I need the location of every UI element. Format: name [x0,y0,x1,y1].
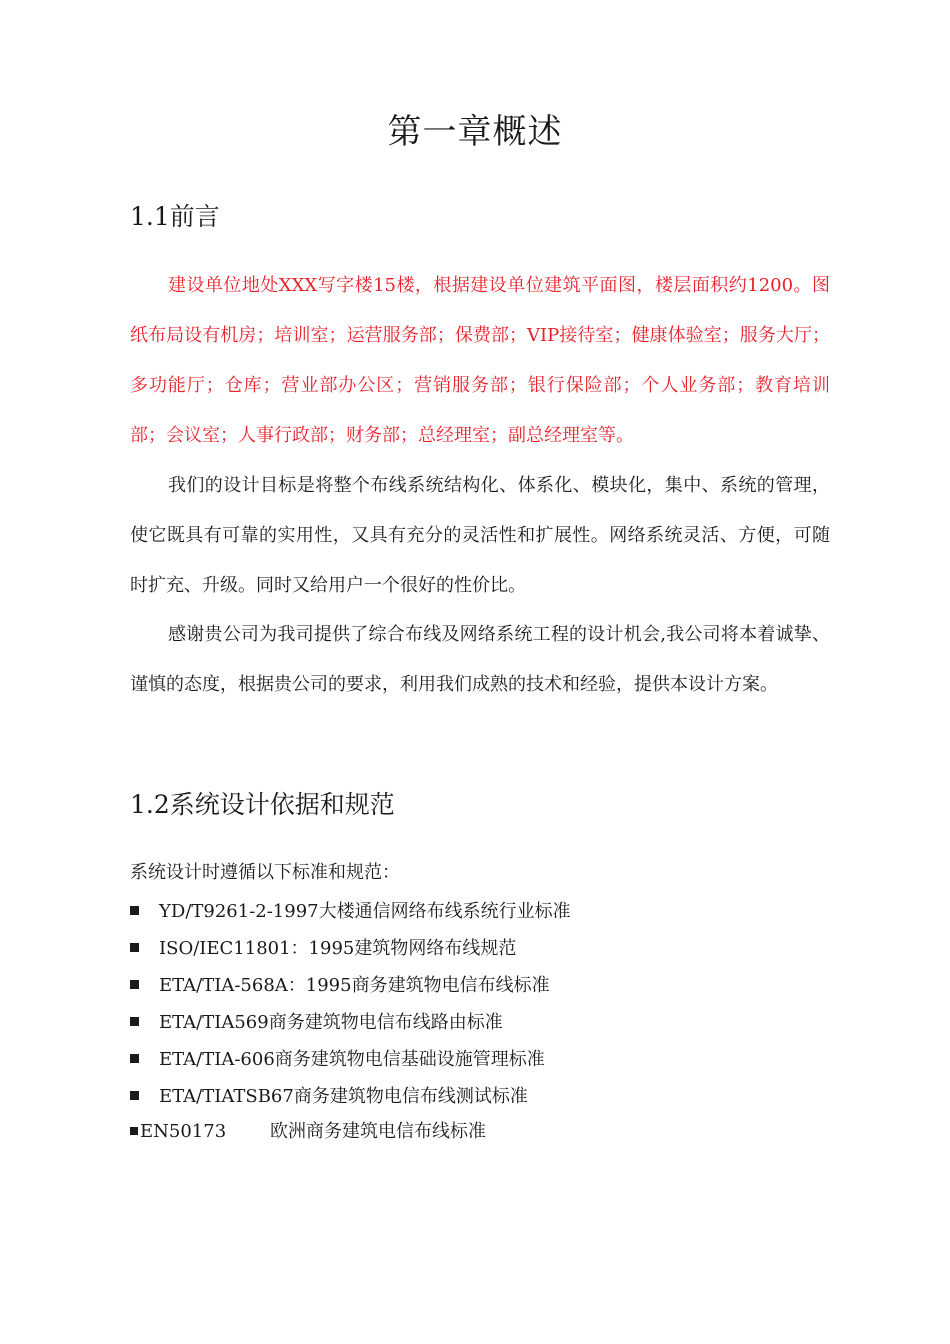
list-item: ETA/TIA-568A：1995商务建筑物电信布线标准 [130,967,830,1004]
paragraph-design-goal: 我们的设计目标是将整个布线系统结构化、体系化、模块化，集中、系统的管理，使它既具有可靠的实用性，又具有充分的灵活性和扩展性。网络系统灵活、方便，可随时扩充、升级。同时又给用户一个很好的性价比。 [130,475,830,596]
list-item: ISO/IEC11801：1995建筑物网络布线规范 [130,930,830,967]
list-item: ETA/TIA569商务建筑物电信布线路由标准 [130,1004,830,1041]
standard-name: 欧洲商务建筑电信布线标准 [270,1121,486,1142]
section-heading-standards: 1.2系统设计依据和规范 [130,790,395,819]
chapter-title: 第一章概述 [387,112,563,152]
square-bullet-icon [130,980,139,989]
square-bullet-icon [130,1054,139,1063]
list-item-en50173 [130,1117,486,1147]
list-item: YD/T9261-2-1997大楼通信网络布线系统行业标准 [130,893,830,930]
square-bullet-icon [130,1127,138,1135]
square-bullet-icon [130,906,139,915]
standard-code: EN50173 [140,1121,227,1142]
standards-intro: 系统设计时遵循以下标准和规范： [130,862,400,883]
section-heading-preface: 1.1前言 [130,202,220,231]
standards-list [130,893,830,1115]
square-bullet-icon [130,1017,139,1026]
square-bullet-icon [130,1091,139,1100]
square-bullet-icon [130,943,139,952]
paragraph-building-info: 建设单位地处XXX写字楼15楼，根据建设单位建筑平面图，楼层面积约1200。图纸布局设有机房；培训室；运营服务部；保费部；VIP接待室；健康体验室；服务大厅；多功能厅；仓库；营业部办公区；营销服务部；银行保险部；个人业务部；教育培训部；会议室；人事行政部；财务部；总经理室；副总经理室等。 [130,275,830,446]
list-item: ETA/TIATSB67商务建筑物电信布线测试标准 [130,1078,830,1115]
list-item: ETA/TIA-606商务建筑物电信基础设施管理标准 [130,1041,830,1078]
paragraph-thanks: 感谢贵公司为我司提供了综合布线及网络系统工程的设计机会,我公司将本着诚挚、谨慎的态度，根据贵公司的要求，利用我们成熟的技术和经验，提供本设计方案。 [130,624,830,695]
